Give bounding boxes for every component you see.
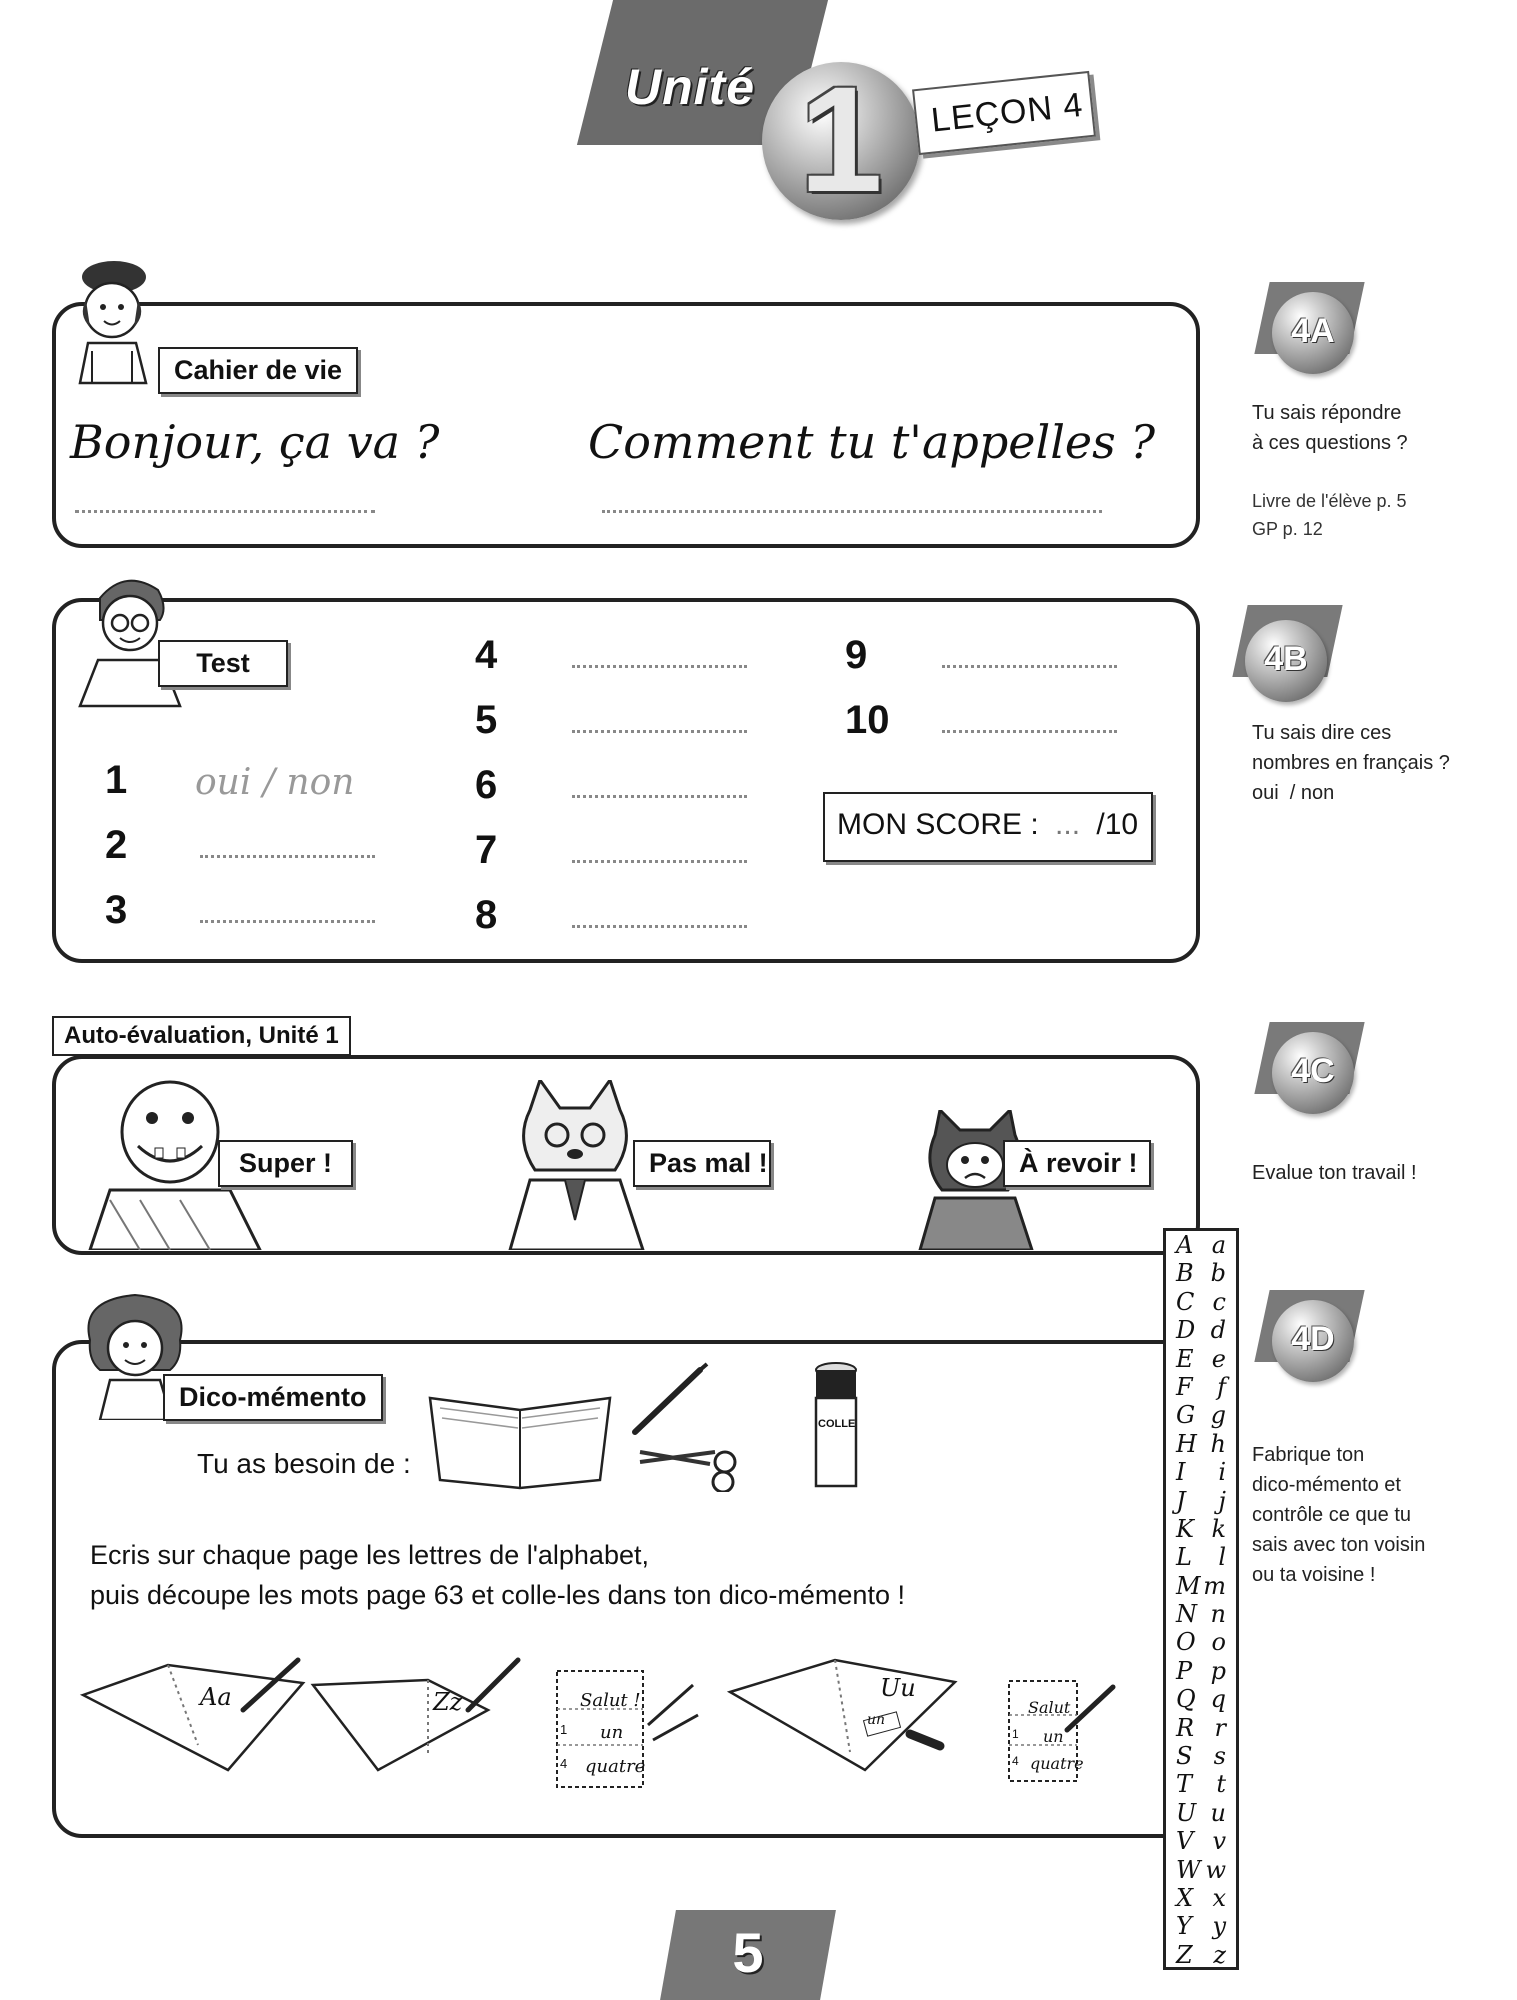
- alphabet-lower: t: [1216, 1770, 1226, 1799]
- dico-tag: Dico-mémento: [163, 1374, 383, 1421]
- test-answer-1: oui / non: [195, 762, 355, 803]
- alphabet-upper: U: [1176, 1798, 1197, 1827]
- alphabet-upper: G: [1176, 1401, 1196, 1430]
- alphabet-row: [1166, 1600, 1236, 1628]
- alphabet-row: [1166, 1941, 1236, 1969]
- alphabet-row: [1166, 1799, 1236, 1827]
- alphabet-row: [1166, 1714, 1236, 1742]
- alphabet-upper: Q: [1176, 1685, 1196, 1714]
- dico-instruction-2: puis découpe les mots page 63 et colle-les dans ton dico-mémento !: [90, 1580, 905, 1610]
- test-num-6: 6: [475, 763, 498, 807]
- alphabet-upper: L: [1176, 1543, 1192, 1572]
- step-cut-salut: Salut !: [580, 1690, 641, 1711]
- score-blank[interactable]: ...: [1055, 808, 1081, 841]
- unit-label: Unité: [625, 59, 755, 115]
- test-num-7: 7: [475, 828, 498, 872]
- alphabet-upper: R: [1176, 1713, 1195, 1742]
- test-line-10[interactable]: [942, 730, 1117, 733]
- alphabet-upper: T: [1176, 1770, 1193, 1799]
- alphabet-row: [1166, 1856, 1236, 1884]
- side-4a-ref2: GP p. 12: [1252, 519, 1323, 539]
- alphabet-row: [1166, 1657, 1236, 1685]
- alphabet-upper: E: [1176, 1344, 1194, 1373]
- alphabet-lower: c: [1212, 1287, 1226, 1316]
- test-line-8[interactable]: [572, 925, 747, 928]
- badge-4d-label: 4D: [1291, 1320, 1335, 1358]
- test-num-9: 9: [845, 633, 868, 677]
- badge-4b-label: 4B: [1264, 640, 1308, 678]
- boy-glasses-illustration: [70, 568, 190, 708]
- alphabet-upper: F: [1176, 1372, 1193, 1401]
- alphabet-row: [1166, 1912, 1236, 1940]
- alphabet-row: [1166, 1487, 1236, 1515]
- step-write-n1: 1: [1012, 1727, 1019, 1741]
- alphabet-upper: V: [1176, 1827, 1194, 1856]
- alphabet-upper: A: [1176, 1231, 1194, 1259]
- alphabet-upper: P: [1176, 1656, 1193, 1685]
- alphabet-upper: B: [1176, 1259, 1194, 1288]
- side-4d-text1: Fabrique ton: [1252, 1444, 1365, 1466]
- alphabet-lower: m: [1203, 1571, 1226, 1600]
- badge-4a-label: 4A: [1291, 312, 1335, 350]
- alphabet-row: [1166, 1430, 1236, 1458]
- alphabet-upper: Z: [1176, 1940, 1193, 1969]
- alphabet-lower: s: [1213, 1742, 1226, 1771]
- alphabet-row: [1166, 1515, 1236, 1543]
- score-label: MON SCORE :: [837, 808, 1039, 841]
- alphabet-lower: r: [1214, 1713, 1226, 1742]
- alphabet-upper: W: [1176, 1855, 1201, 1884]
- test-line-6[interactable]: [572, 795, 747, 798]
- alphabet-lower: j: [1218, 1486, 1226, 1515]
- alphabet-upper: D: [1176, 1316, 1196, 1345]
- test-line-7[interactable]: [572, 860, 747, 863]
- step-book-uu: [725, 1652, 959, 1777]
- alphabet-lower: v: [1212, 1827, 1226, 1856]
- side-4b-text1: Tu sais dire ces: [1252, 722, 1392, 744]
- step-cut-n1: 1: [560, 1722, 568, 1737]
- step-book-uu-word: un: [867, 1712, 886, 1728]
- alphabet-lower: i: [1218, 1458, 1226, 1487]
- alphabet-row: [1166, 1742, 1236, 1770]
- test-num-2: 2: [105, 823, 128, 867]
- step-cut-quatre: quatre: [585, 1756, 646, 1777]
- super-tag[interactable]: Super !: [218, 1140, 353, 1187]
- alphabet-lower: q: [1210, 1685, 1226, 1714]
- alphabet-lower: f: [1217, 1372, 1226, 1401]
- side-4d-text5: ou ta voisine !: [1252, 1564, 1376, 1586]
- alphabet-row: [1166, 1316, 1236, 1344]
- answer-line-bonjour[interactable]: [75, 510, 375, 513]
- test-num-5: 5: [475, 698, 498, 742]
- besoin-label: Tu as besoin de :: [197, 1448, 411, 1479]
- page-number: 5: [732, 1921, 764, 1984]
- glue-label: COLLE: [818, 1418, 856, 1430]
- alphabet-lower: u: [1210, 1798, 1226, 1827]
- alphabet-upper: Y: [1176, 1912, 1192, 1941]
- alphabet-row: [1166, 1770, 1236, 1798]
- side-4d-text3: contrôle ce que tu: [1252, 1504, 1411, 1526]
- test-num-1: 1: [105, 758, 128, 802]
- side-4b-text2: nombres en français ?: [1252, 752, 1450, 774]
- test-num-3: 3: [105, 888, 128, 932]
- step-write-salut: Salut: [1028, 1698, 1071, 1717]
- alphabet-strip: [1163, 1228, 1239, 1970]
- test-line-2[interactable]: [200, 855, 375, 858]
- cat-glasses-illustration: [495, 1080, 655, 1250]
- alphabet-row: [1166, 1288, 1236, 1316]
- alphabet-upper: J: [1176, 1486, 1186, 1515]
- alphabet-row: [1166, 1458, 1236, 1486]
- alphabet-upper: O: [1176, 1628, 1196, 1657]
- alphabet-row: [1166, 1231, 1236, 1259]
- alphabet-row: [1166, 1827, 1236, 1855]
- step-write-quatre: quatre: [1030, 1754, 1084, 1773]
- side-4a-text2: à ces questions ?: [1252, 432, 1408, 454]
- step-write-n4: 4: [1012, 1754, 1019, 1768]
- question-appelles: Comment tu t'appelles ?: [588, 415, 1156, 469]
- question-bonjour: Bonjour, ça va ?: [70, 415, 440, 469]
- alphabet-upper: N: [1176, 1600, 1197, 1629]
- side-4c-text1: Evalue ton travail !: [1252, 1162, 1417, 1184]
- test-num-10: 10: [845, 698, 890, 742]
- alphabet-row: [1166, 1572, 1236, 1600]
- alphabet-upper: C: [1176, 1287, 1195, 1316]
- test-line-4[interactable]: [572, 665, 747, 668]
- alphabet-lower: d: [1210, 1316, 1226, 1345]
- step-cut-un: un: [600, 1722, 624, 1743]
- step-book-zz-text: Zz: [433, 1688, 463, 1716]
- alphabet-lower: o: [1211, 1628, 1226, 1657]
- a-revoir-tag[interactable]: À revoir !: [1003, 1140, 1151, 1187]
- side-4a-text1: Tu sais répondre: [1252, 402, 1402, 424]
- side-4d-text4: sais avec ton voisin: [1252, 1534, 1426, 1556]
- step-cut-n4: 4: [560, 1756, 568, 1771]
- alphabet-row: [1166, 1373, 1236, 1401]
- alphabet-upper: M: [1176, 1571, 1201, 1600]
- alphabet-lower: w: [1205, 1855, 1226, 1884]
- step-book-zz: [308, 1655, 523, 1777]
- step-book-aa-text: Aa: [200, 1683, 232, 1711]
- test-line-9[interactable]: [942, 665, 1117, 668]
- alphabet-lower: b: [1210, 1259, 1226, 1288]
- auto-heading: Auto-évaluation, Unité 1: [52, 1016, 351, 1056]
- step-book-uu-text: Uu: [880, 1674, 916, 1702]
- alphabet-upper: X: [1176, 1883, 1194, 1912]
- test-line-5[interactable]: [572, 730, 747, 733]
- alphabet-lower: e: [1211, 1344, 1226, 1373]
- alphabet-lower: a: [1211, 1231, 1226, 1259]
- alphabet-upper: H: [1176, 1429, 1197, 1458]
- alphabet-upper: K: [1176, 1514, 1194, 1543]
- alphabet-row: [1166, 1401, 1236, 1429]
- alphabet-row: [1166, 1685, 1236, 1713]
- alphabet-upper: I: [1176, 1458, 1186, 1487]
- side-4b-text3: oui / non: [1252, 782, 1335, 804]
- score-total: /10: [1096, 808, 1139, 841]
- alphabet-lower: l: [1218, 1543, 1226, 1572]
- alphabet-row: [1166, 1345, 1236, 1373]
- alphabet-row: [1166, 1628, 1236, 1656]
- cahier-tag: Cahier de vie: [158, 347, 358, 394]
- alphabet-lower: n: [1210, 1600, 1226, 1629]
- scissors-pen-illustration: [625, 1362, 755, 1492]
- side-4d-text2: dico-mémento et: [1252, 1474, 1401, 1496]
- alphabet-row: [1166, 1259, 1236, 1287]
- alphabet-lower: y: [1212, 1912, 1226, 1941]
- side-4a-ref1: Livre de l'élève p. 5: [1252, 491, 1407, 511]
- alphabet-lower: h: [1210, 1429, 1226, 1458]
- alphabet-row: [1166, 1884, 1236, 1912]
- alphabet-lower: z: [1213, 1940, 1226, 1969]
- step-write-un: un: [1043, 1727, 1064, 1746]
- alphabet-row: [1166, 1543, 1236, 1571]
- alphabet-lower: g: [1210, 1401, 1226, 1430]
- test-line-3[interactable]: [200, 920, 375, 923]
- step-book-aa: [78, 1655, 310, 1777]
- test-num-8: 8: [475, 893, 498, 937]
- alphabet-upper: S: [1176, 1742, 1193, 1771]
- test-tag: Test: [158, 640, 288, 687]
- alphabet-lower: p: [1210, 1656, 1226, 1685]
- pas-mal-tag[interactable]: Pas mal !: [633, 1140, 771, 1187]
- score-box: [823, 792, 1153, 862]
- dico-instruction-1: Ecris sur chaque page les lettres de l'alphabet,: [90, 1540, 649, 1570]
- open-book-illustration: [420, 1388, 620, 1490]
- alphabet-lower: k: [1211, 1514, 1226, 1543]
- alphabet-lower: x: [1212, 1883, 1226, 1912]
- badge-4c-label: 4C: [1291, 1052, 1335, 1090]
- test-num-4: 4: [475, 633, 498, 677]
- unit-number: 1: [799, 55, 883, 223]
- girl-cap-illustration: [62, 255, 162, 385]
- answer-line-appelles[interactable]: [602, 510, 1102, 513]
- lesson-label: LEÇON 4: [912, 71, 1096, 155]
